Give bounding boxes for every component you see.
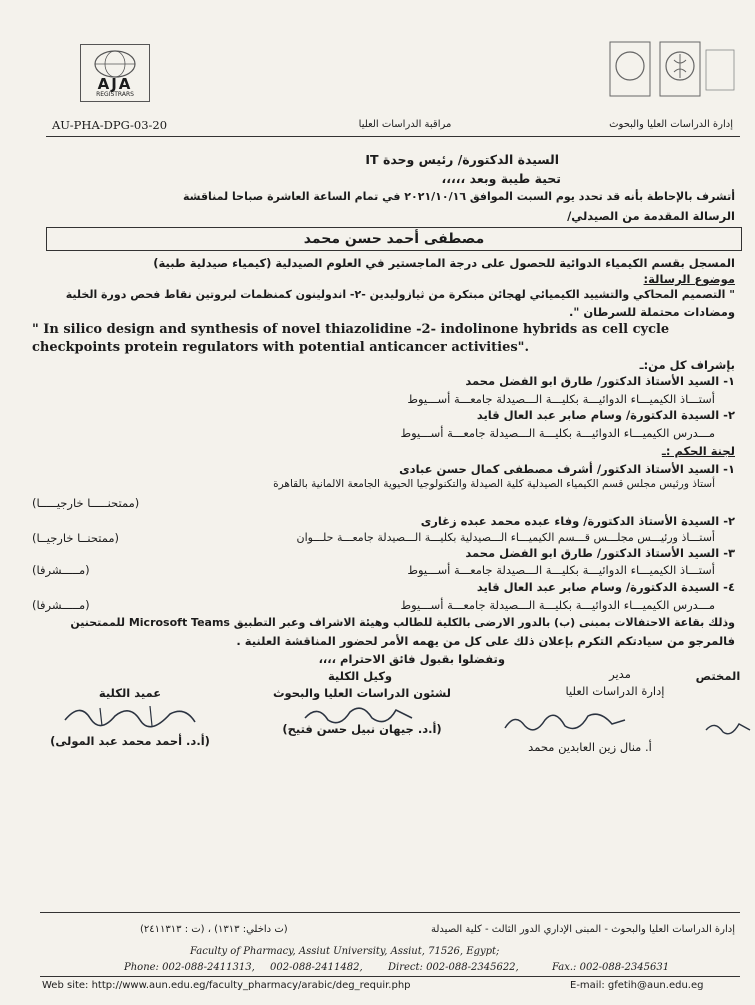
footer-phone-1: Phone: 002-088-2411313,	[124, 962, 255, 973]
greeting: تحية طيبة وبعد ،،،،،	[441, 171, 561, 186]
vice-dean-signature	[300, 700, 420, 730]
registration-line: المسجل بقسم الكيمياء الدوائية للحصول على درجة الماجستير في العلوم الصيدلية (كيمياء صيدلية طبية)	[153, 256, 735, 270]
footer-phone-2: 002-088-2411482,	[270, 962, 363, 973]
footer-website[interactable]: Web site: http://www.aun.edu.eg/faculty_pharmacy/arabic/deg_requir.php	[42, 980, 411, 991]
committee-4-role: (مـــــشرفا)	[32, 598, 90, 612]
thesis-arabic-line-2: ومضادات محتملة للسرطان ".	[568, 305, 735, 319]
admin-signature	[500, 706, 630, 736]
supervisor-2-title: مـــدرس الكيميـــاء الدوائيـــة بكليـــة الـــصيدلة جامعـــة أســـيوط	[400, 426, 715, 440]
faculty-seal-logo	[608, 40, 738, 98]
committee-3-name: ٣- السيد الأستاذ الدكتور/ طارق ابو الفضل محمد	[465, 546, 735, 560]
thesis-english-line-1: " In silico design and synthesis of novel thiazolidine -2- indolinone hybrids as cell cycle	[32, 322, 670, 337]
committee-label: لجنة الحكم :ـ	[661, 444, 735, 458]
intro-line-1: أتشرف بالإحاطة بأنه قد تحدد يوم السبت الموافق ٢٠٢١/١٠/١٦ في تمام الساعة العاشرة صباحا لمناقشة	[182, 190, 735, 203]
supervision-label: بإشراف كل من:ـ	[639, 358, 735, 372]
thesis-arabic-line-1: " التصميم المحاكي والتشييد الكيميائي لهجائن مبتكرة من ثيازوليدين -٢- اندولينون كمنظمات لبروتين نقاط فحص دورة الخلية	[65, 288, 735, 301]
aja-logo-subtext: REGISTRARS	[96, 91, 134, 98]
specialist-signature	[703, 716, 753, 740]
committee-3-role: (مـــــشرفا)	[32, 563, 90, 577]
vice-dean-title: وكيل الكلية	[327, 669, 393, 683]
header-divider	[46, 136, 740, 137]
committee-1-title: أستاذ ورئيس مجلس قسم الكيمياء الصيدلية كلية الصيدلة والتكنولوجيا الحيوية الجامعة الالمانية بالقاهرة	[273, 478, 715, 490]
committee-4-title: مـــدرس الكيميـــاء الدوائيـــة بكليـــة الـــصيدلة جامعـــة أســـيوط	[400, 598, 715, 612]
vice-dean-subtitle: لشئون الدراسات العليا والبحوث	[272, 686, 451, 700]
dean-title: عميد الكلية	[98, 686, 162, 700]
footer-extension-arabic: (ت داخلي: ١٣١٣) ، (ت : ٢٤١١٣١٣)	[140, 924, 288, 935]
admin-manager-name: أ. منال زين العابدين محمد	[528, 740, 652, 754]
aja-certification-logo	[80, 44, 150, 102]
supervisor-1-title: أستـــاذ الكيميـــاء الدوائيـــة بكليـــة الـــصيدلة جامعـــة أســـيوط	[407, 392, 715, 406]
candidate-name-box	[46, 227, 742, 251]
committee-1-role: (ممتحنـــــا خارجيـــــا)	[32, 496, 140, 510]
regards-line: وتفضلوا بقبول فائق الاحترام ،،،،	[318, 652, 505, 666]
department-right: إدارة الدراسات العليا والبحوث	[609, 119, 733, 130]
committee-4-name: ٤- السيدة الدكتورة/ وسام صابر عبد العال قايد	[476, 580, 735, 594]
supervisor-2-name: ٢- السيدة الدكتورة/ وسام صابر عبد العال قايد	[476, 408, 735, 422]
supervisor-1-name: ١- السيد الأستاذ الدكتور/ طارق ابو الفضل محمد	[465, 374, 735, 388]
candidate-name: مصطفى أحمد حسن محمد	[303, 231, 485, 247]
aja-logo-text: AJA	[97, 75, 133, 93]
dean-name: (أ.د. أحمد محمد عبد المولى)	[50, 734, 210, 748]
committee-2-role: (ممتحنــا خارجيــا)	[32, 531, 120, 545]
committee-3-title: أستـــاذ الكيميـــاء الدوائيـــة بكليـــة الـــصيدلة جامعـــة أســـيوط	[407, 563, 715, 577]
thesis-label: موضوع الرسالة:	[643, 272, 735, 286]
footer-email[interactable]: E-mail: gfetih@aun.edu.eg	[570, 980, 704, 991]
addressee: السيدة الدكتورة/ رئيس وحدة IT	[365, 152, 559, 167]
vice-dean-name: (أ.د. جيهان نبيل حسن فتيح)	[282, 722, 442, 736]
committee-2-name: ٢- السيدة الأستاذ الدكتورة/ وفاء عبده محمد عبده زغارى	[420, 514, 735, 528]
committee-2-title: أستـــاذ ورئيـــس مجلـــس قـــسم الكيميـــاء الـــصيدلية بكليـــة الـــصيدلة جامعـــة حلـــوان	[296, 531, 715, 544]
specialist-title: المختص	[695, 669, 741, 683]
thesis-english-line-2: checkpoints protein regulators with potential anticancer activities".	[32, 340, 529, 355]
request-line: فالمرجو من سيادتكم التكرم بإعلان ذلك على كل من يهمه الأمر لحضور المناقشة العلنية .	[236, 634, 735, 648]
footer-address-arabic: إدارة الدراسات العليا والبحوث - المبنى الإداري الدور الثالث - كلية الصيدلة	[431, 924, 735, 935]
footer-address-english: Faculty of Pharmacy, Assiut University, Assiut, 71526, Egypt;	[190, 946, 500, 957]
footer-fax: Fax.: 002-088-2345631	[552, 962, 670, 973]
committee-1-name: ١- السيد الأستاذ الدكتور/ أشرف مصطفى كمال حسن عبادى	[399, 462, 735, 476]
admin-manager-title: مدير	[609, 667, 631, 681]
footer-direct: Direct: 002-088-2345622,	[388, 962, 519, 973]
admin-department: إدارة الدراسات العليا	[565, 684, 665, 698]
footer-divider-bottom	[40, 976, 740, 977]
department-center: مراقبة الدراسات العليا	[358, 119, 452, 130]
document-code: AU-PHA-DPG-03-20	[52, 118, 168, 132]
venue-line: وذلك بقاعة الاحتفالات بمبنى (ب) بالدور الارضى بالكلية للطالب وهيئة الاشراف وعبر التطبيق Microsoft Teams للممتحنين	[70, 616, 735, 629]
intro-line-2: الرسالة المقدمة من الصيدلي/	[567, 209, 735, 223]
footer-divider-top	[40, 912, 740, 913]
dean-signature	[60, 700, 200, 732]
